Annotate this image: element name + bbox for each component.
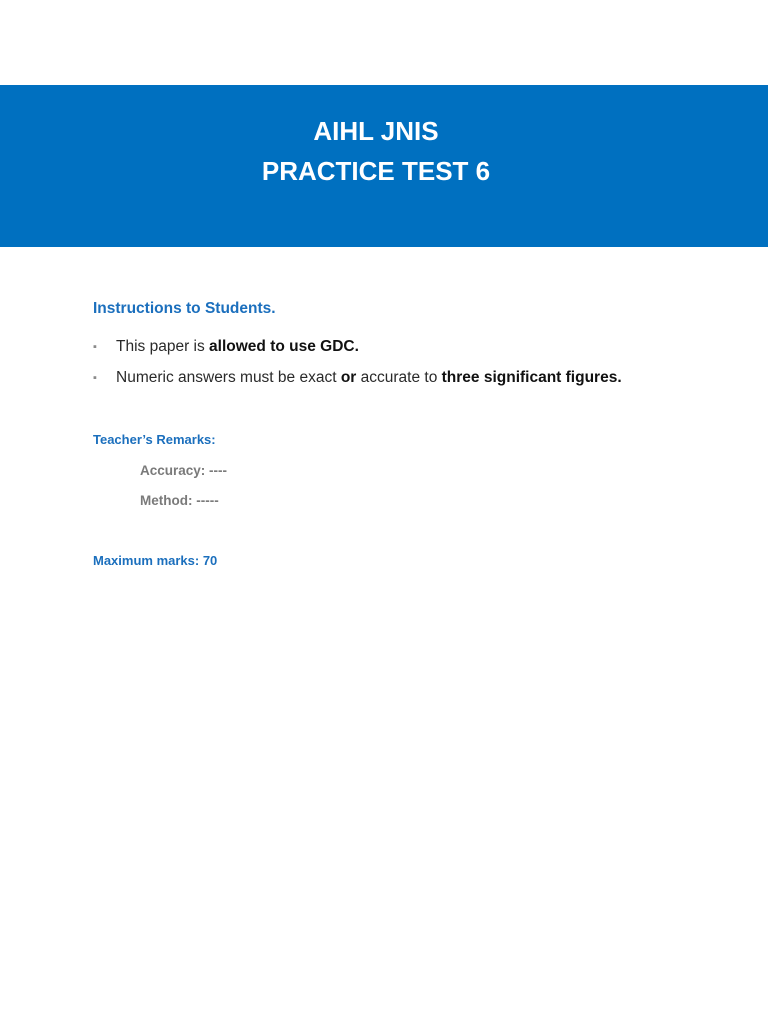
instruction-bold-text: three significant figures. <box>441 369 622 386</box>
instruction-bold-text: or <box>340 369 357 386</box>
instructions-heading: Instructions to Students. <box>93 300 276 317</box>
maximum-marks: Maximum marks: 70 <box>93 553 218 568</box>
instruction-bold-text: allowed to use GDC. <box>209 338 359 355</box>
banner-title-line-1: AIHL JNIS <box>313 116 439 146</box>
instruction-item <box>93 337 359 357</box>
teacher-remarks-heading: Teacher’s Remarks: <box>93 432 216 447</box>
instruction-item <box>93 368 622 388</box>
banner-title-line-2: PRACTICE TEST 6 <box>261 156 491 186</box>
square-bullet-icon: ▪ <box>93 372 97 384</box>
square-bullet-icon: ▪ <box>93 341 97 353</box>
instruction-text: This paper is <box>116 338 210 355</box>
instruction-text: Numeric answers must be exact <box>116 369 341 386</box>
instruction-text: accurate to <box>356 369 442 386</box>
title-banner <box>0 85 768 247</box>
accuracy-remark: Accuracy: ---- <box>140 463 228 478</box>
method-remark: Method: ----- <box>140 493 219 508</box>
